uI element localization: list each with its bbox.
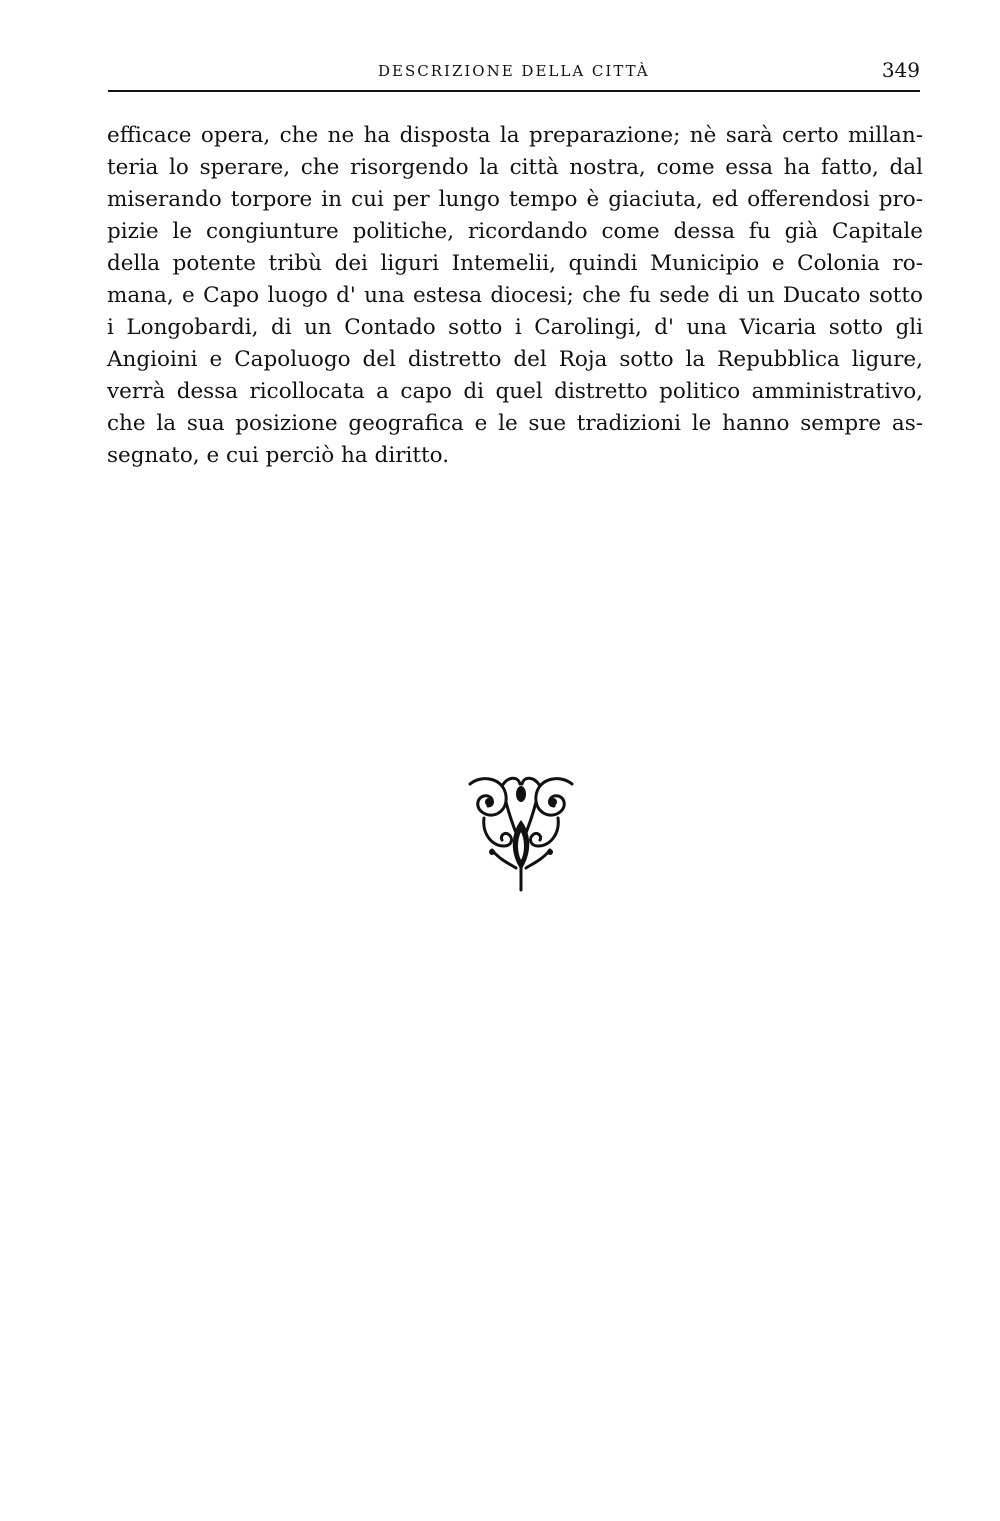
text-line: Angioini e Capoluogo del distretto del Roja sotto la Repubblica ligure, bbox=[107, 347, 923, 372]
running-header bbox=[108, 58, 920, 88]
running-title: DESCRIZIONE DELLA CITTÀ bbox=[378, 62, 650, 80]
text-line: miserando torpore in cui per lungo tempo è giaciuta, ed offerendosi pro- bbox=[107, 187, 923, 212]
text-line: efficace opera, che ne ha disposta la preparazione; nè sarà certo millan- bbox=[107, 123, 923, 148]
body-paragraph bbox=[107, 120, 923, 472]
text-line: che la sua posizione geografica e le sue tradizioni le hanno sempre as- bbox=[107, 411, 923, 436]
text-line: segnato, e cui perciò ha diritto. bbox=[107, 443, 450, 468]
text-line: della potente tribù dei liguri Intemelii, quindi Municipio e Colonia ro- bbox=[107, 251, 923, 276]
fleuron-ornament-icon bbox=[462, 772, 580, 892]
text-line: i Longobardi, di un Contado sotto i Carolingi, d' una Vicaria sotto gli bbox=[107, 315, 923, 340]
header-rule bbox=[108, 90, 920, 92]
text-line: mana, e Capo luogo d' una estesa diocesi; che fu sede di un Ducato sotto bbox=[107, 283, 923, 308]
text-line: pizie le congiunture politiche, ricordando come dessa fu già Capitale bbox=[107, 219, 923, 244]
text-line: teria lo sperare, che risorgendo la città nostra, come essa ha fatto, dal bbox=[107, 155, 923, 180]
text-line: verrà dessa ricollocata a capo di quel distretto politico amministrativo, bbox=[107, 379, 923, 404]
page-number: 349 bbox=[881, 58, 920, 82]
